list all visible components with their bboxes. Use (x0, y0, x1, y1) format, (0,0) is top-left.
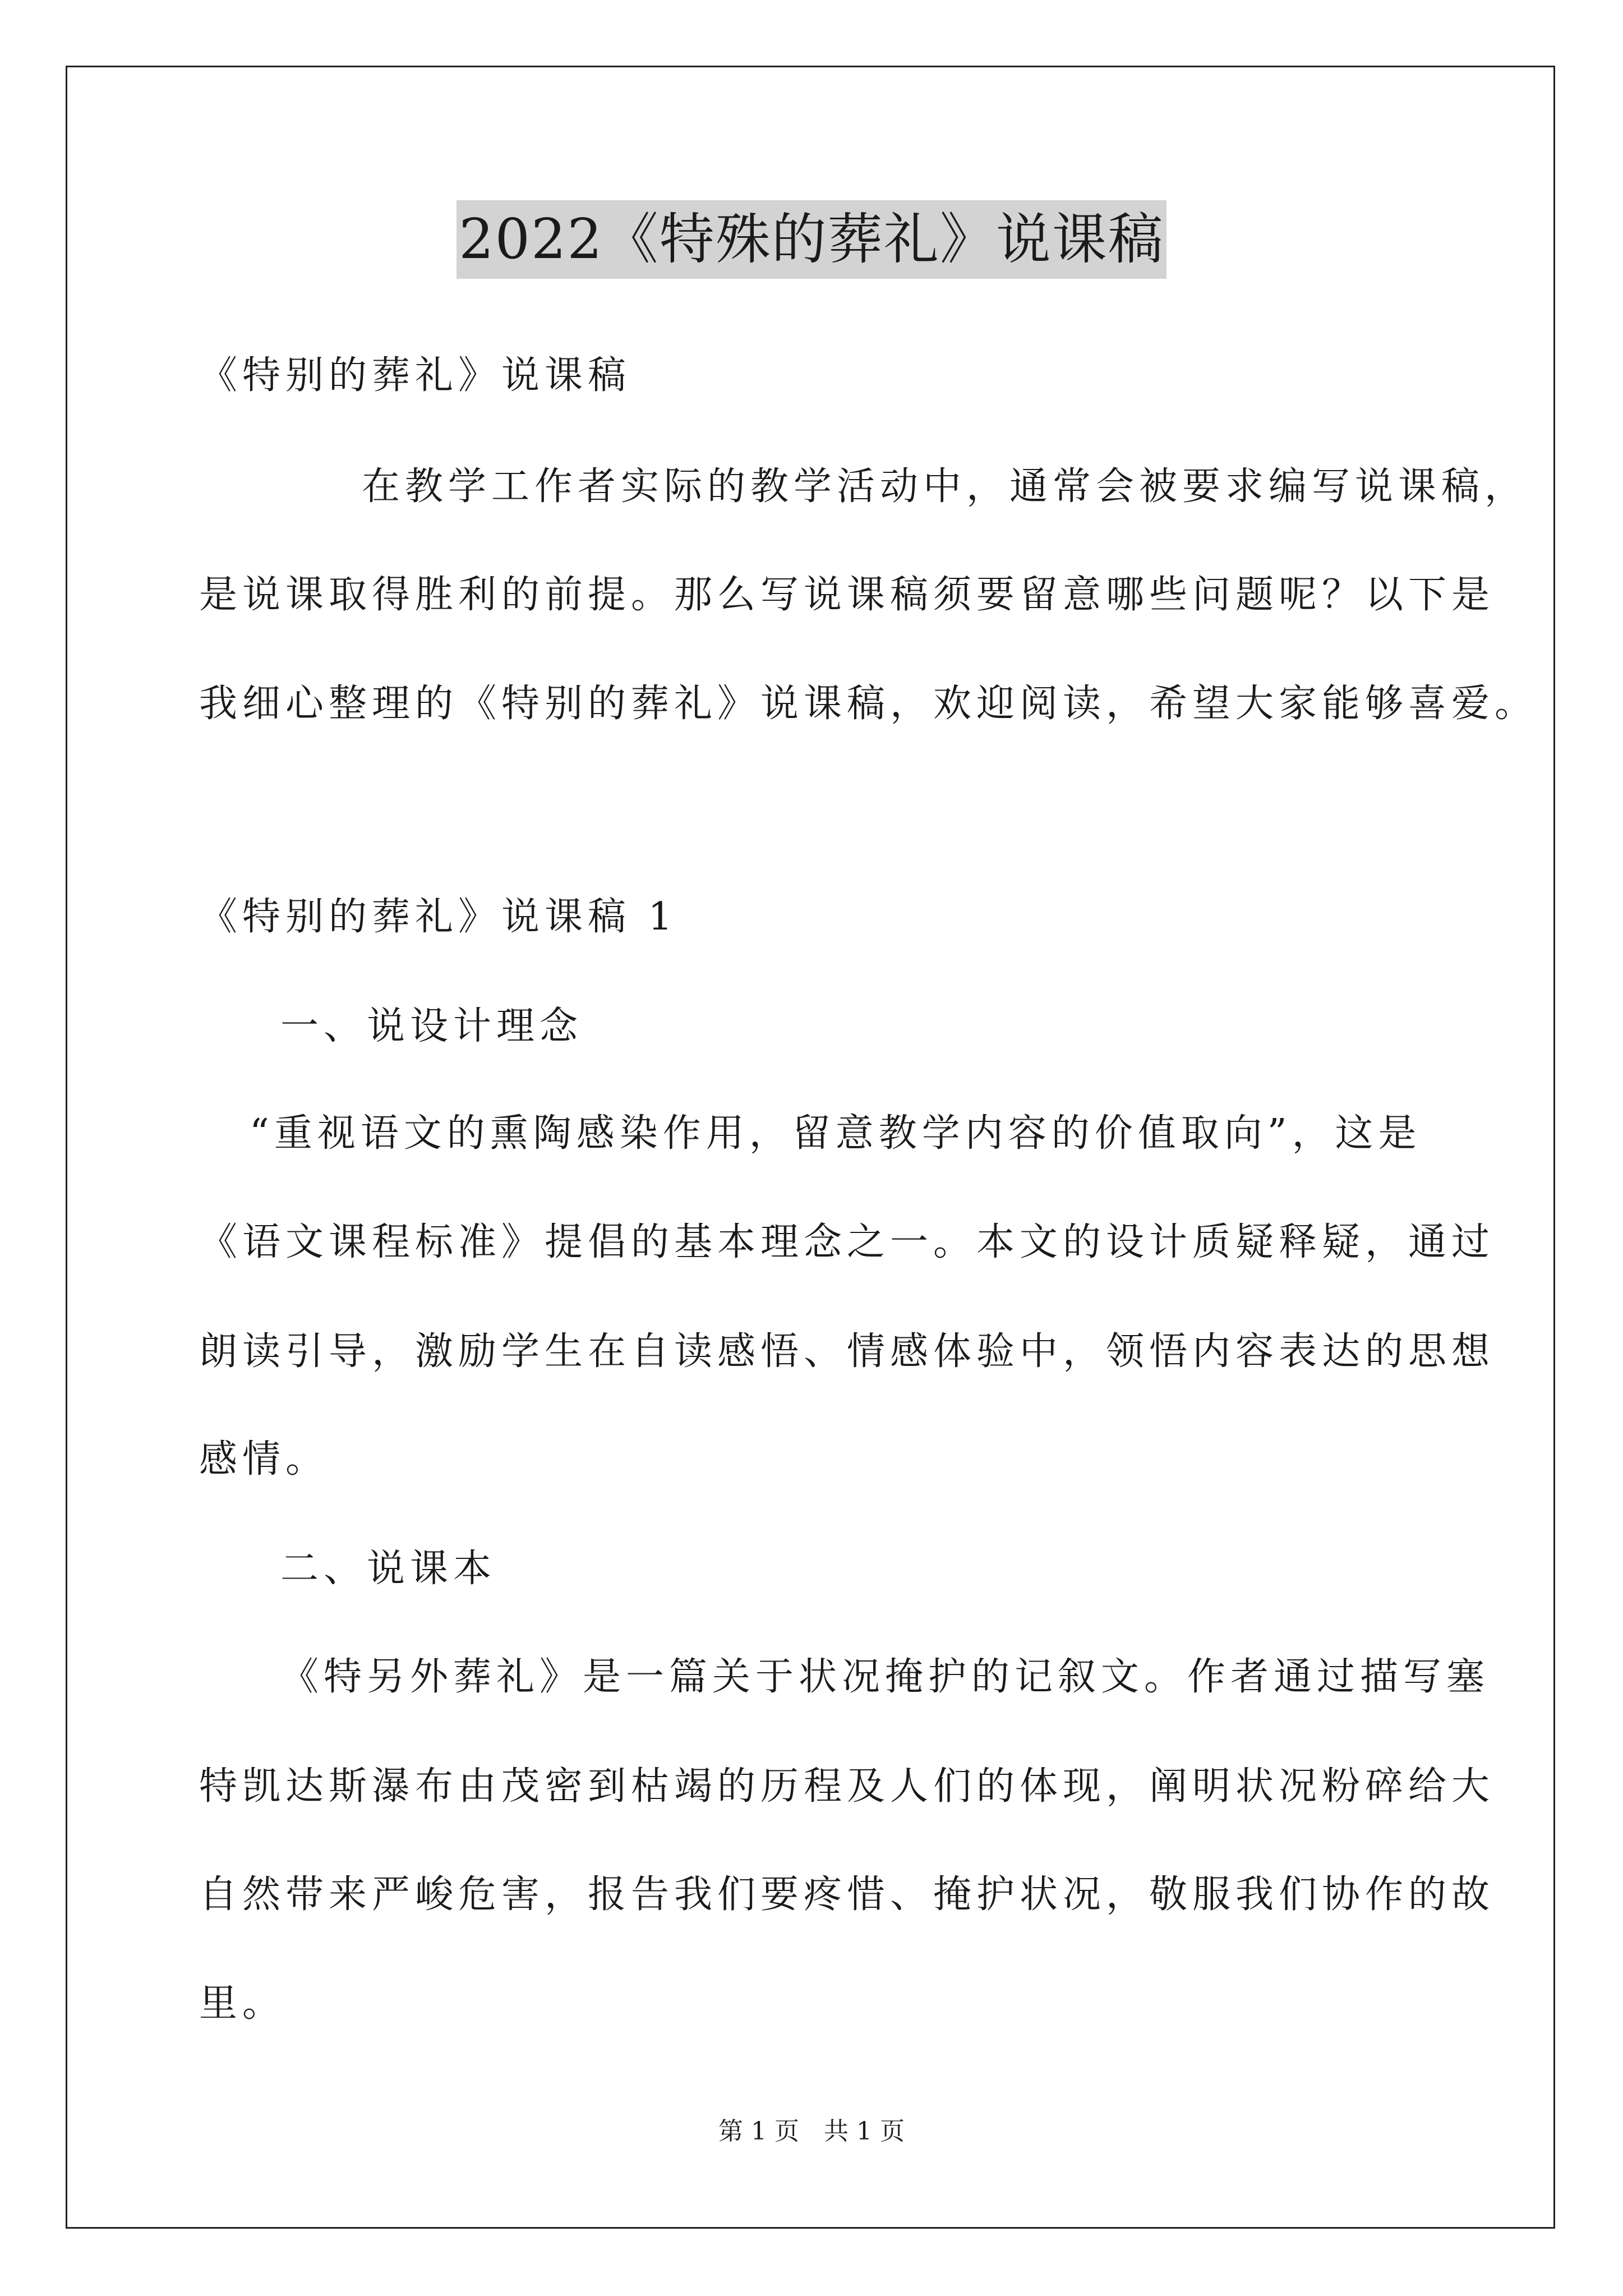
intro-line-1: 在教学工作者实际的教学活动中，通常会被要求编写说课稿， (362, 464, 1528, 509)
para2-line-3: 自然带来严峻危害，报告我们要疼惜、掩护状况，敬服我们协作的故 (199, 1872, 1495, 1917)
para1-line-3: 朗读引导，激励学生在自读感悟、情感体验中，领悟内容表达的思想 (199, 1329, 1495, 1374)
heading-design-concept: 一、说设计理念 (280, 1004, 583, 1048)
intro-line-3: 我细心整理的《特别的葬礼》说课稿，欢迎阅读，希望大家能够喜爱。 (199, 682, 1538, 726)
para1-line-2: 《语文课程标准》提倡的基本理念之一。本文的设计质疑释疑，通过 (199, 1220, 1495, 1264)
para1-line-4: 感情。 (199, 1437, 329, 1481)
document-title: 2022《特殊的葬礼》说课稿 (457, 200, 1166, 279)
para1-line-1: “重视语文的熏陶感染作用，留意教学内容的价值取向”，这是 (250, 1111, 1422, 1156)
intro-line-2: 是说课取得胜利的前提。那么写说课稿须要留意哪些问题呢？以下是 (199, 573, 1495, 617)
heading-textbook: 二、说课本 (280, 1547, 497, 1591)
para2-line-4: 里。 (199, 1981, 286, 2026)
para2-line-2: 特凯达斯瀑布由茂密到枯竭的历程及人们的体现，阐明状况粉碎给大 (199, 1764, 1495, 1809)
section-title: 《特别的葬礼》说课稿 1 (199, 895, 677, 939)
page-footer: 第 1 页 共 1 页 (718, 2117, 905, 2146)
document-subtitle: 《特别的葬礼》说课稿 (199, 353, 631, 398)
title-container (0, 200, 1623, 279)
para2-line-1: 《特另外葬礼》是一篇关于状况掩护的记叙文。作者通过描写塞 (280, 1655, 1490, 1699)
